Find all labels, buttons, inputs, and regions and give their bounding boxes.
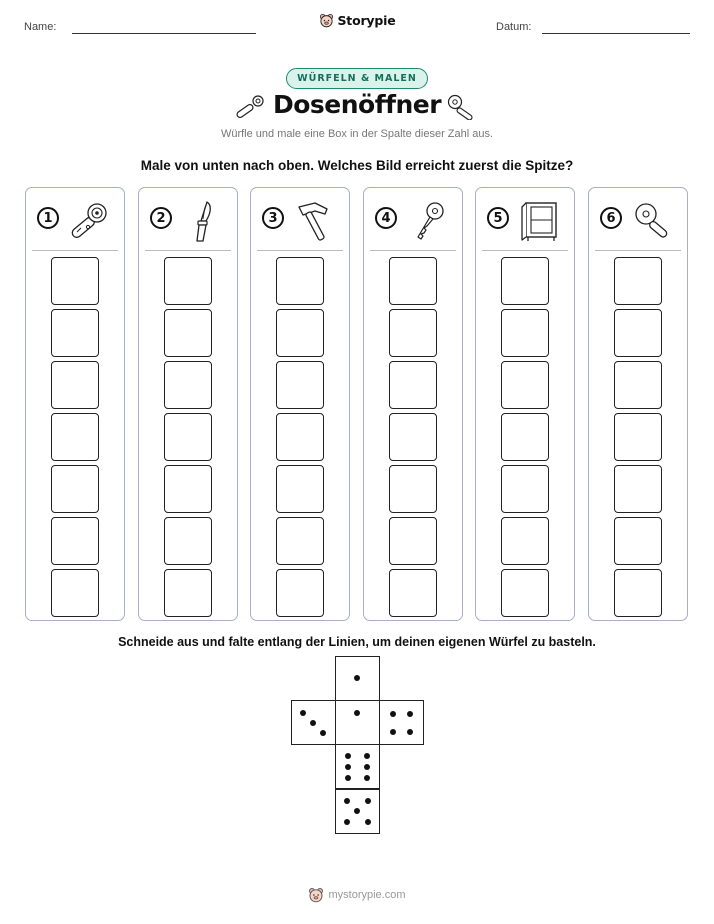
color-box[interactable] — [389, 465, 437, 513]
instruction: Male von unten nach oben. Welches Bild erreicht zuerst die Spitze? — [140, 158, 574, 173]
page-title: Dosenöffner — [272, 90, 442, 119]
column-header — [589, 188, 687, 248]
color-box[interactable] — [276, 569, 324, 617]
pip — [407, 711, 413, 717]
knife-icon — [181, 199, 225, 243]
color-box[interactable] — [501, 361, 549, 409]
color-box[interactable] — [389, 517, 437, 565]
pip — [390, 711, 396, 717]
key-opener-title-icon — [446, 94, 478, 124]
dice-face-1 — [335, 656, 380, 701]
column-number: 6 — [600, 207, 622, 229]
color-box[interactable] — [51, 517, 99, 565]
column-header — [364, 188, 462, 248]
subtitle: Würfle und male eine Box in der Spalte dieser Zahl aus. — [220, 128, 494, 140]
column-1 — [25, 187, 125, 621]
footer-url[interactable]: mystorypie.com — [328, 889, 406, 901]
color-box[interactable] — [614, 517, 662, 565]
column-header — [476, 188, 574, 248]
pip — [364, 764, 370, 770]
pip — [345, 753, 351, 759]
pip — [390, 729, 396, 735]
color-box[interactable] — [501, 569, 549, 617]
pip — [354, 675, 360, 681]
hammer-icon — [293, 199, 337, 243]
color-box[interactable] — [614, 309, 662, 357]
category-badge-wrap — [0, 66, 714, 89]
color-box[interactable] — [614, 361, 662, 409]
column-2 — [138, 187, 238, 621]
cabinet-icon — [518, 199, 562, 243]
column-number: 1 — [37, 207, 59, 229]
color-box[interactable] — [276, 257, 324, 305]
pip — [365, 819, 371, 825]
key-icon — [406, 199, 450, 243]
footer — [0, 887, 714, 907]
color-box[interactable] — [51, 413, 99, 461]
color-box[interactable] — [389, 361, 437, 409]
dice-face-1-center — [335, 700, 380, 745]
pip — [345, 764, 351, 770]
column-number: 3 — [262, 207, 284, 229]
pip — [300, 710, 306, 716]
color-box[interactable] — [501, 413, 549, 461]
page-title-wrap — [0, 90, 714, 119]
pip — [344, 819, 350, 825]
color-box[interactable] — [501, 257, 549, 305]
date-label: Datum: — [496, 21, 532, 33]
column-header — [26, 188, 124, 248]
color-box[interactable] — [614, 257, 662, 305]
color-box[interactable] — [501, 517, 549, 565]
color-box[interactable] — [164, 517, 212, 565]
storypie-mascot-icon — [308, 887, 324, 903]
color-box[interactable] — [51, 309, 99, 357]
pip — [310, 720, 316, 726]
color-box[interactable] — [389, 569, 437, 617]
color-box[interactable] — [389, 413, 437, 461]
color-box[interactable] — [51, 465, 99, 513]
column-6 — [588, 187, 688, 621]
brand-name: Storypie — [337, 13, 396, 28]
pip — [354, 710, 360, 716]
cut-instruction: Schneide aus und falte entlang der Linien, um deinen eigenen Würfel zu basteln. — [118, 635, 596, 649]
color-box[interactable] — [276, 413, 324, 461]
color-box[interactable] — [51, 257, 99, 305]
color-box[interactable] — [614, 465, 662, 513]
pip — [364, 775, 370, 781]
pip — [344, 798, 350, 804]
color-box[interactable] — [276, 361, 324, 409]
color-box[interactable] — [164, 569, 212, 617]
column-divider — [595, 250, 681, 251]
column-divider — [32, 250, 118, 251]
pip — [365, 798, 371, 804]
column-header — [139, 188, 237, 248]
name-line[interactable] — [72, 33, 256, 34]
pip — [320, 730, 326, 736]
column-5 — [475, 187, 575, 621]
color-box[interactable] — [51, 361, 99, 409]
color-box[interactable] — [614, 569, 662, 617]
color-box[interactable] — [276, 517, 324, 565]
column-3 — [250, 187, 350, 621]
dice-face-4 — [379, 700, 424, 745]
column-divider — [257, 250, 343, 251]
color-box[interactable] — [164, 257, 212, 305]
color-box[interactable] — [276, 309, 324, 357]
pip — [407, 729, 413, 735]
dice-face-5 — [335, 789, 380, 834]
dice-face-3 — [291, 700, 336, 745]
color-box[interactable] — [501, 309, 549, 357]
color-box[interactable] — [389, 309, 437, 357]
column-number: 2 — [150, 207, 172, 229]
color-box[interactable] — [164, 465, 212, 513]
brand-logo — [0, 13, 714, 32]
color-box[interactable] — [389, 257, 437, 305]
color-box[interactable] — [164, 361, 212, 409]
date-line[interactable] — [542, 33, 690, 34]
column-number: 5 — [487, 207, 509, 229]
storypie-mascot-icon — [319, 13, 334, 28]
name-label: Name: — [24, 21, 57, 33]
color-box[interactable] — [164, 309, 212, 357]
column-divider — [482, 250, 568, 251]
can-opener-wheel-icon — [68, 199, 112, 243]
column-divider — [370, 250, 456, 251]
color-box[interactable] — [501, 465, 549, 513]
pip — [364, 753, 370, 759]
pip — [354, 808, 360, 814]
color-box[interactable] — [51, 569, 99, 617]
column-divider — [145, 250, 231, 251]
color-box[interactable] — [276, 465, 324, 513]
color-box[interactable] — [164, 413, 212, 461]
color-box[interactable] — [614, 413, 662, 461]
can-opener-key-icon — [631, 199, 675, 243]
pip — [345, 775, 351, 781]
category-badge: WÜRFELN & MALEN — [286, 68, 428, 89]
dice-face-6 — [335, 744, 380, 789]
column-header — [251, 188, 349, 248]
column-4 — [363, 187, 463, 621]
column-number: 4 — [375, 207, 397, 229]
